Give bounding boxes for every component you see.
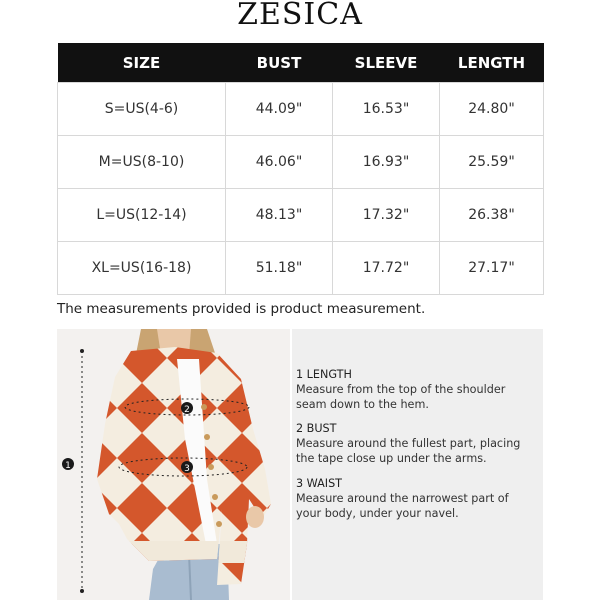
cell-sleeve: 16.53"	[333, 83, 440, 136]
guide-item-length	[296, 367, 536, 412]
guide-item-heading: 3 WAIST	[296, 477, 343, 490]
cell-bust: 46.06"	[226, 136, 333, 189]
cell-size: M=US(8-10)	[58, 136, 226, 189]
cell-length: 26.38"	[440, 189, 544, 242]
cell-bust: 48.13"	[226, 189, 333, 242]
cell-sleeve: 17.72"	[333, 242, 440, 295]
svg-text:2: 2	[184, 405, 190, 415]
table-row	[58, 83, 544, 136]
header-sleeve: SLEEVE	[333, 43, 440, 83]
guide-item-heading: 2 BUST	[296, 422, 337, 435]
cell-length: 24.80"	[440, 83, 544, 136]
header-size: SIZE	[58, 43, 226, 83]
cell-length: 27.17"	[440, 242, 544, 295]
guide-item-description: Measure around the narrowest part of your body, under your navel.	[296, 492, 509, 520]
guide-item-bust	[296, 421, 536, 466]
cell-sleeve: 16.93"	[333, 136, 440, 189]
size-chart-table	[57, 43, 544, 295]
cell-bust: 44.09"	[226, 83, 333, 136]
cell-bust: 51.18"	[226, 242, 333, 295]
table-header-row	[58, 43, 544, 83]
brand-logo: ZESICA	[237, 0, 363, 32]
guide-item-description: Measure from the top of the shoulder seam down to the hem.	[296, 383, 506, 411]
cell-size: S=US(4-6)	[58, 83, 226, 136]
header-bust: BUST	[226, 43, 333, 83]
guide-item-heading: 1 LENGTH	[296, 368, 352, 381]
cell-length: 25.59"	[440, 136, 544, 189]
model-illustration	[57, 329, 290, 600]
table-row	[58, 189, 544, 242]
measurement-note: The measurements provided is product measurement.	[57, 301, 426, 317]
svg-text:1: 1	[65, 461, 71, 471]
svg-text:3: 3	[184, 464, 190, 474]
measurement-guide-panel	[292, 329, 543, 600]
guide-item-waist	[296, 476, 536, 521]
guide-item-description: Measure around the fullest part, placing the tape close up under the arms.	[296, 437, 521, 465]
cell-size: L=US(12-14)	[58, 189, 226, 242]
table-row	[58, 242, 544, 295]
header-length: LENGTH	[440, 43, 544, 83]
model-photo	[57, 329, 290, 600]
cell-size: XL=US(16-18)	[58, 242, 226, 295]
table-row	[58, 136, 544, 189]
cell-sleeve: 17.32"	[333, 189, 440, 242]
